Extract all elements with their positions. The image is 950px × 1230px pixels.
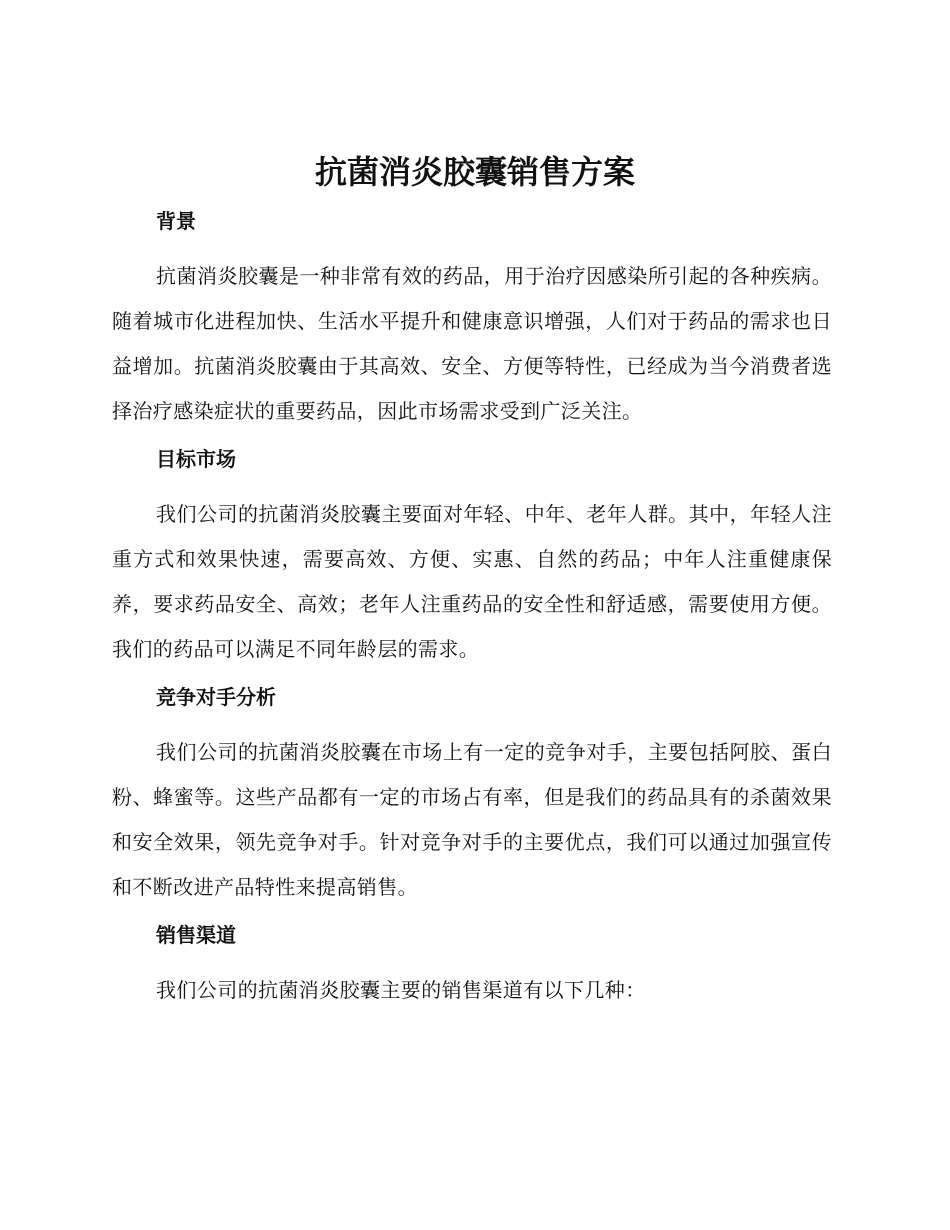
document-content [112,204,832,1021]
section-heading: 竞争对手分析 [156,685,276,709]
document-title: 抗菌消炎胶囊销售方案 [314,153,635,191]
section-background [112,204,832,434]
section-target-market [112,442,832,672]
section-paragraph: 我们公司的抗菌消炎胶囊在市场上有一定的竞争对手，主要包括阿胶、蛋白粉、蜂蜜等。这些产品都有一定的市场占有率，但是我们的药品具有的杀菌效果和安全效果，领先竞争对手。针对竞争对手的主要优点，我们可以通过加强宣传和不断改进产品特性来提高销售。 [112,740,832,899]
section-heading: 销售渠道 [156,923,236,947]
section-heading: 目标市场 [156,447,236,471]
section-competitor-analysis [112,680,832,910]
section-paragraph: 我们公司的抗菌消炎胶囊主要的销售渠道有以下几种： [156,978,646,1002]
section-sales-channels [112,918,832,1013]
section-paragraph: 我们公司的抗菌消炎胶囊主要面对年轻、中年、老年人群。其中，年轻人注重方式和效果快速，需要高效、方便、实惠、自然的药品；中年人注重健康保养，要求药品安全、高效；老年人注重药品的安全性和舒适感，需要使用方便。我们的药品可以满足不同年龄层的需求。 [112,502,832,661]
section-heading: 背景 [156,209,196,233]
section-paragraph: 抗菌消炎胶囊是一种非常有效的药品，用于治疗因感染所引起的各种疾病。随着城市化进程加快、生活水平提升和健康意识增强，人们对于药品的需求也日益增加。抗菌消炎胶囊由于其高效、安全、方便等特性，已经成为当今消费者选择治疗感染症状的重要药品，因此市场需求受到广泛关注。 [112,264,832,423]
